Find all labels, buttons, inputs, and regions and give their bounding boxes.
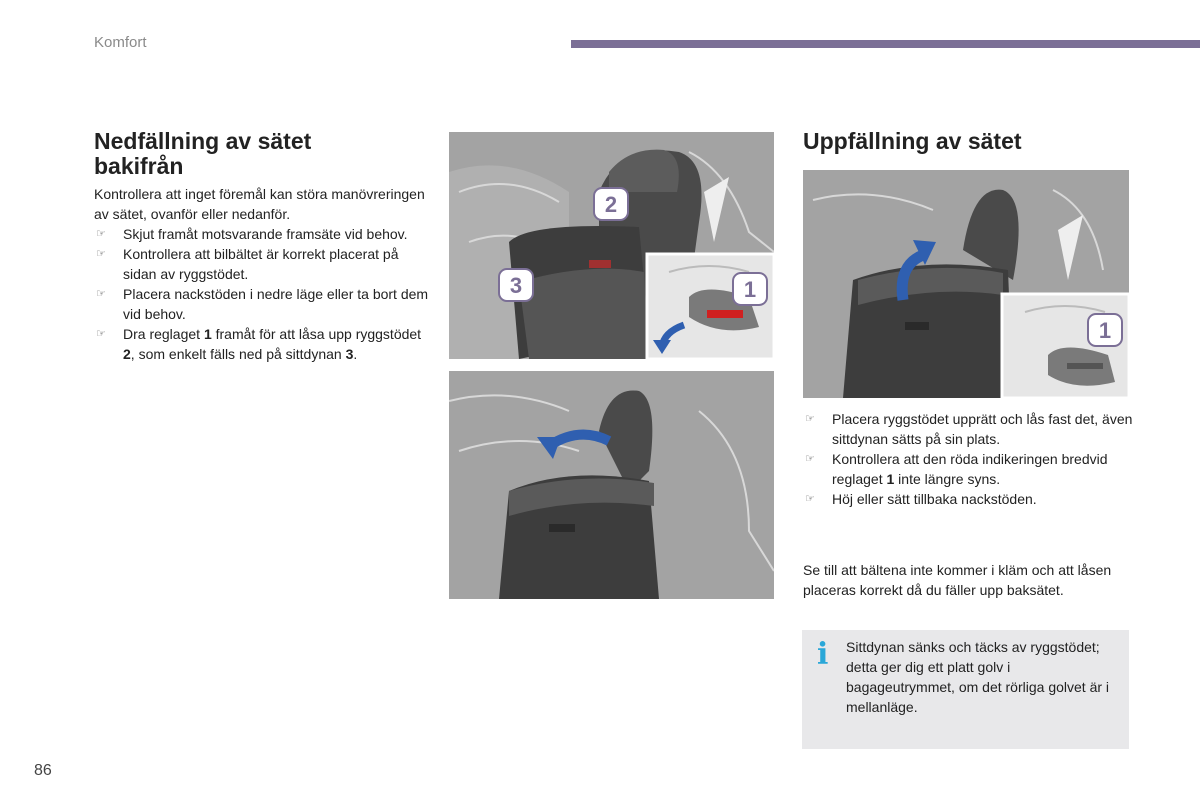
seat-folded-illustration xyxy=(449,371,774,599)
pointing-hand-icon: ☞ xyxy=(805,413,815,425)
left-intro: Kontrollera att inget föremål kan störa manövreringen av sätet, ovanför eller nedanför. xyxy=(94,186,425,222)
svg-text:2: 2 xyxy=(604,192,618,217)
list-item: ☞ Kontrollera att bilbältet är korrekt placerat på sidan av ryggstödet. xyxy=(96,246,399,282)
svg-text:1: 1 xyxy=(743,277,757,302)
list-item: ☞ Kontrollera att den röda indikeringen bredvid reglaget 1 inte längre syns. xyxy=(805,451,1108,487)
seat-raise-illustration xyxy=(803,170,1129,398)
left-instructions xyxy=(94,224,429,364)
svg-text:3: 3 xyxy=(509,273,523,298)
info-icon: i xyxy=(817,637,829,672)
pointing-hand-icon: ☞ xyxy=(805,493,815,505)
page-number: 86 xyxy=(34,762,52,779)
list-item: ☞ Placera ryggstödet upprätt och lås fast det, även sittdynan sätts på sin plats. xyxy=(805,411,1133,447)
list-item: ☞ Dra reglaget 1 framåt för att låsa upp ryggstödet 2, som enkelt fälls ned på sittdynan 3. xyxy=(96,326,422,362)
pointing-hand-icon: ☞ xyxy=(805,453,815,465)
right-instructions xyxy=(803,409,1138,509)
pointing-hand-icon: ☞ xyxy=(96,328,106,340)
section-label: Komfort xyxy=(94,34,147,51)
list-item: ☞ Skjut framåt motsvarande framsäte vid behov. xyxy=(96,226,408,242)
info-box xyxy=(802,630,1129,749)
callout-3 xyxy=(499,269,533,301)
pointing-hand-icon: ☞ xyxy=(96,228,106,240)
right-title: Uppfällning av sätet xyxy=(803,128,1022,154)
info-text: Sittdynan sänks och täcks av ryggstödet; detta ger dig ett platt golv i bagageutrymmet, om det rörliga golvet är i mellanläge. xyxy=(846,639,1110,715)
seat-release-illustration xyxy=(449,132,774,359)
pointing-hand-icon: ☞ xyxy=(96,248,106,260)
pointing-hand-icon: ☞ xyxy=(96,288,106,300)
left-title: Nedfällning av sätet bakifrån xyxy=(94,128,312,179)
callout-1 xyxy=(1088,314,1122,346)
callout-2 xyxy=(594,188,628,220)
list-item: ☞ Höj eller sätt tillbaka nackstöden. xyxy=(805,491,1037,507)
list-item: ☞ Placera nackstöden i nedre läge eller ta bort dem vid behov. xyxy=(96,286,429,322)
section-bar xyxy=(571,40,1200,48)
callout-1 xyxy=(733,273,767,305)
svg-text:1: 1 xyxy=(1098,318,1112,343)
warning-note: Se till att bältena inte kommer i kläm och att låsen placeras korrekt då du fäller upp baksätet. xyxy=(803,562,1112,598)
